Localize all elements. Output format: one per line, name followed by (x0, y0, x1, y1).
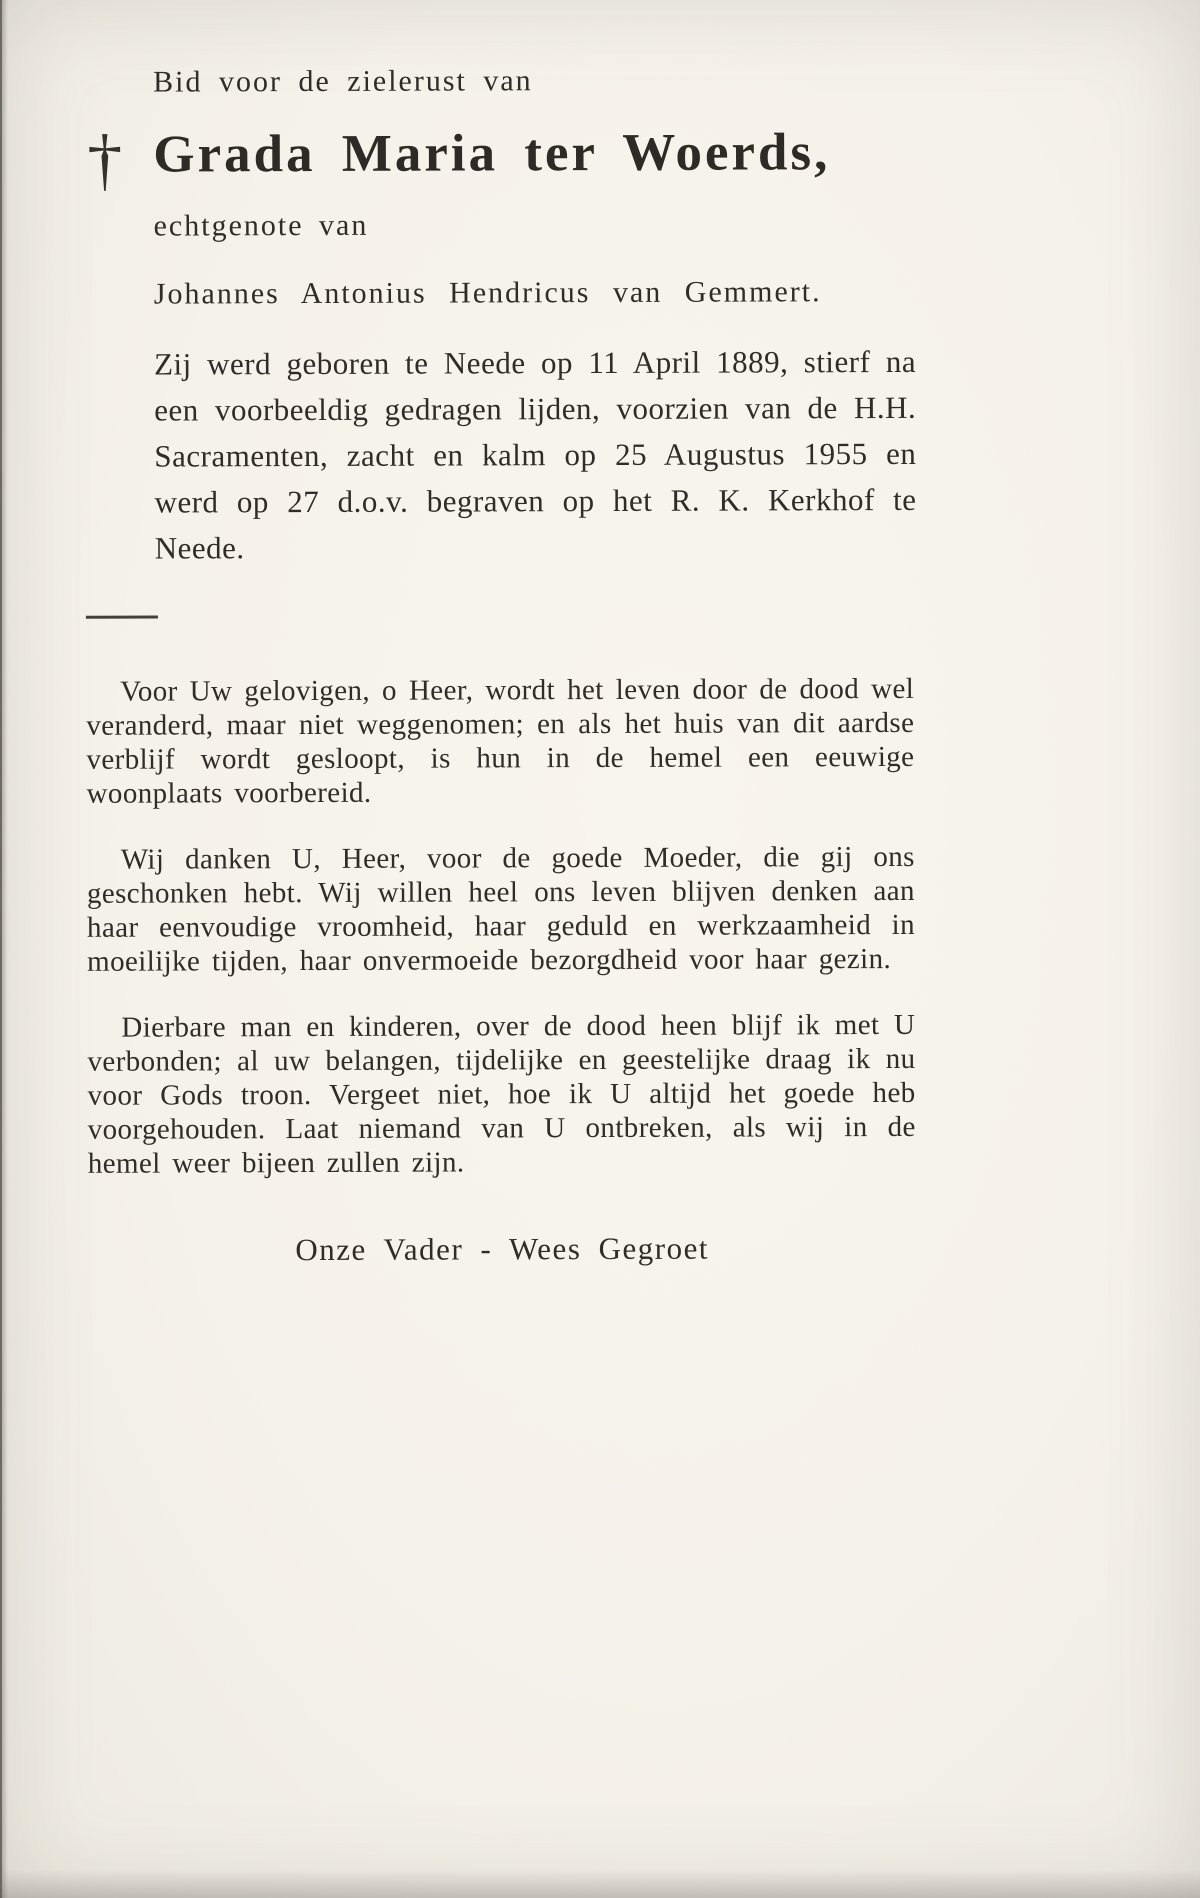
deceased-name: Grada Maria ter Woerds, (153, 123, 831, 184)
spouse-name: Johannes Antonius Hendricus van Gemmert. (153, 274, 822, 311)
intro-line: Bid voor de zielerust van (153, 64, 533, 99)
spouse-intro-line: echtgenote van (153, 208, 369, 243)
card-header-section (87, 63, 917, 571)
scan-edge-left-line (0, 0, 2, 1898)
prayer-paragraph: Wij danken U, Heer, voor de goede Moeder, die gij ons geschonken hebt. Wij willen heel ons leven blijven denken aan haar eenvoudige vroomheid, haar geduld en werkzaamheid in moeilijke tijden, haar onvermoeide bezorgdheid voor haar gezin. (86, 840, 916, 978)
prayer-paragraph: Voor Uw gelovigen, o Heer, wordt het leven door de dood wel veranderd, maar niet weggenomen; en als het huis van dit aardse verblijf wordt gesloopt, is hun in de hemel een eeuwige woonplaats voorbereid. (86, 672, 915, 810)
cross-icon: † (87, 121, 123, 199)
biography-paragraph: Zij werd geboren te Neede op 11 April 1889, stierf na een voorbeeldig gedragen lijden, voorzien van de H.H. Sacramenten, zacht en kalm op 25 Augustus 1955 en werd op 27 d.o.v. begraven op het R. K. Kerkhof te Neede. (153, 343, 917, 566)
prayer-paragraph: Dierbare man en kinderen, over de dood heen blijf ik met U verbonden; al uw belangen, tijdelijke en geestelijke draag ik nu voor Gods troon. Vergeet niet, hoe ik U altijd het goede heb voorgehouden. Laat niemand van U ontbreken, als wij in de hemel weer bijeen zullen zijn. (87, 1008, 916, 1180)
closing-line: Onze Vader - Wees Gegroet (295, 1230, 710, 1267)
card-prayer-section (86, 613, 916, 1269)
separator-line (86, 615, 158, 618)
scan-edge-bottom-shading (0, 1870, 1200, 1898)
name-row (87, 121, 915, 199)
